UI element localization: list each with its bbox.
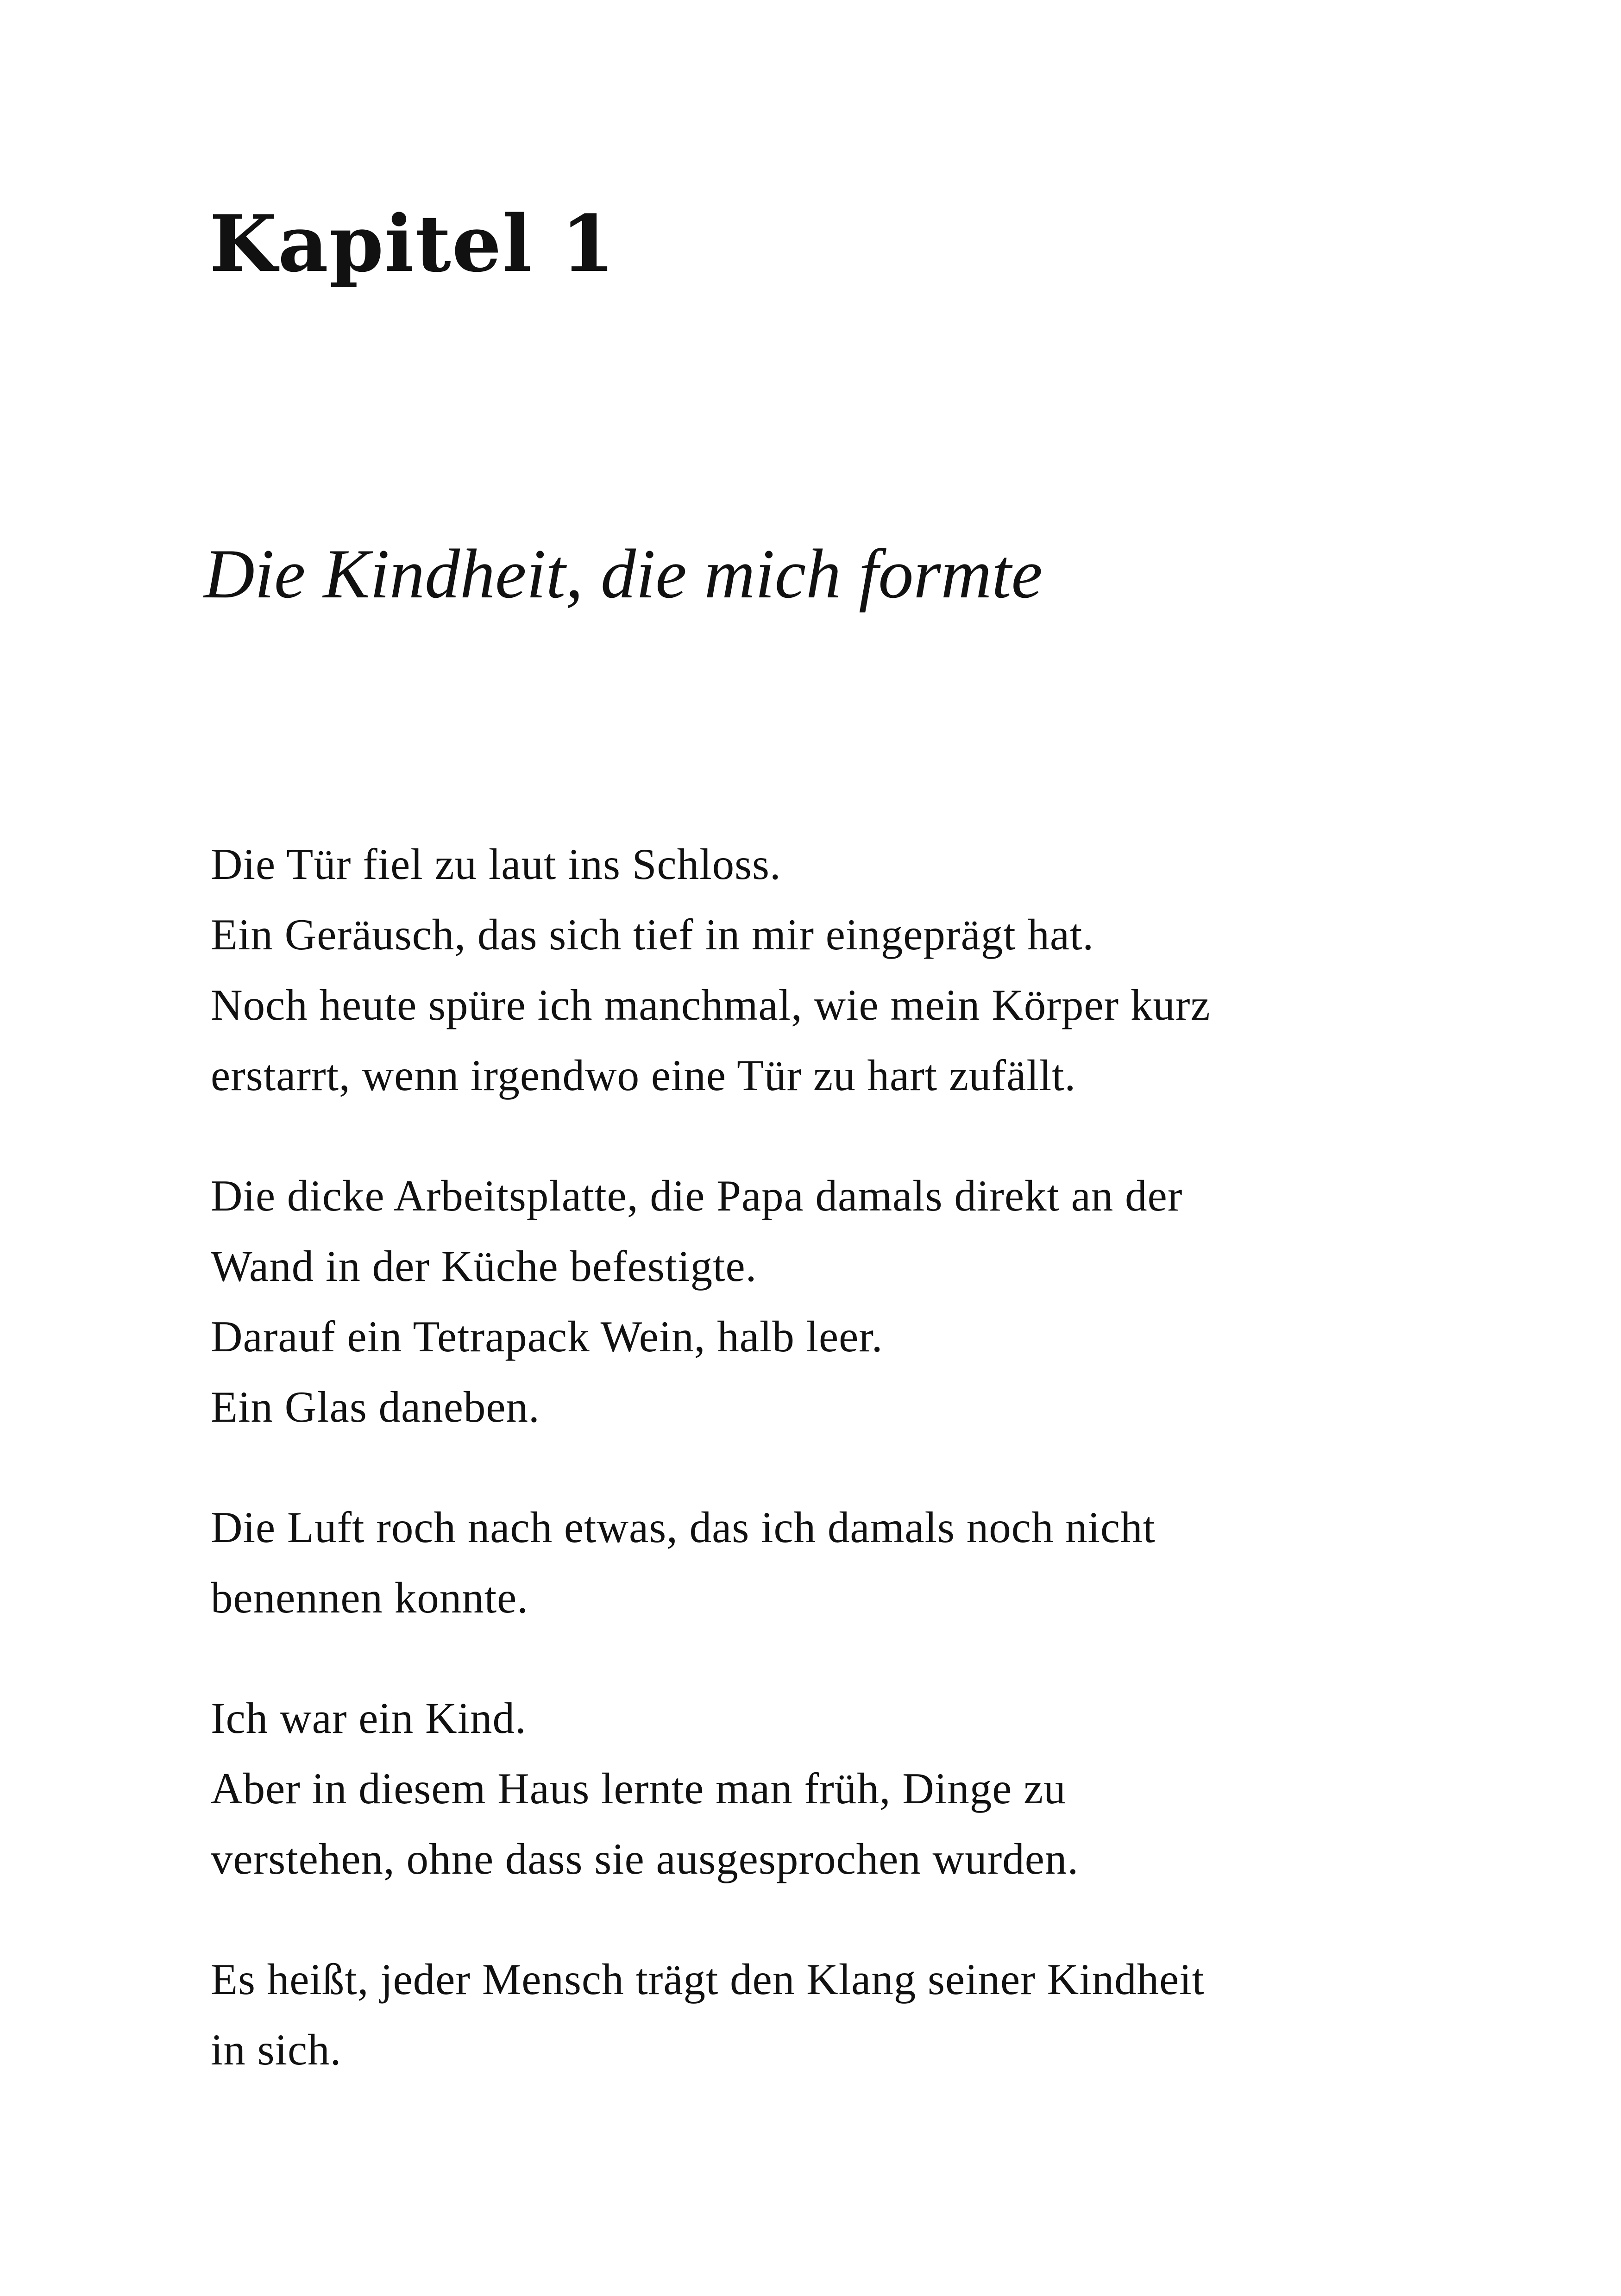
chapter-title: Kapitel 1 bbox=[209, 198, 616, 289]
paragraph bbox=[211, 829, 1433, 1110]
text-line: Aber in diesem Haus lernte man früh, Dinge zu bbox=[211, 1764, 1066, 1813]
chapter-body bbox=[211, 829, 1433, 2135]
paragraph bbox=[211, 1944, 1433, 2085]
text-line: Wand in der Küche befestigte. bbox=[211, 1242, 757, 1291]
text-line: Ein Geräusch, das sich tief in mir eingeprägt hat. bbox=[211, 910, 1094, 959]
text-line: Darauf ein Tetrapack Wein, halb leer. bbox=[211, 1312, 883, 1361]
text-line: verstehen, ohne dass sie ausgesprochen wurden. bbox=[211, 1834, 1079, 1883]
chapter-subtitle: Die Kindheit, die mich formte bbox=[204, 535, 1043, 613]
text-line: Es heißt, jeder Mensch trägt den Klang seiner Kindheit bbox=[211, 1955, 1205, 2004]
text-line: Die dicke Arbeitsplatte, die Papa damals direkt an der bbox=[211, 1171, 1183, 1220]
paragraph bbox=[211, 1492, 1433, 1633]
text-line: Die Tür fiel zu laut ins Schloss. bbox=[211, 840, 781, 889]
text-line: Noch heute spüre ich manchmal, wie mein Körper kurz bbox=[211, 980, 1211, 1029]
text-line: Die Luft roch nach etwas, das ich damals noch nicht bbox=[211, 1503, 1156, 1552]
text-line: Ein Glas daneben. bbox=[211, 1382, 540, 1431]
paragraph bbox=[211, 1683, 1433, 1894]
paragraph bbox=[211, 1161, 1433, 1442]
text-line: erstarrt, wenn irgendwo eine Tür zu hart zufällt. bbox=[211, 1051, 1076, 1100]
text-line: Ich war ein Kind. bbox=[211, 1694, 527, 1743]
text-line: in sich. bbox=[211, 2025, 342, 2074]
text-line: benennen konnte. bbox=[211, 1573, 529, 1622]
